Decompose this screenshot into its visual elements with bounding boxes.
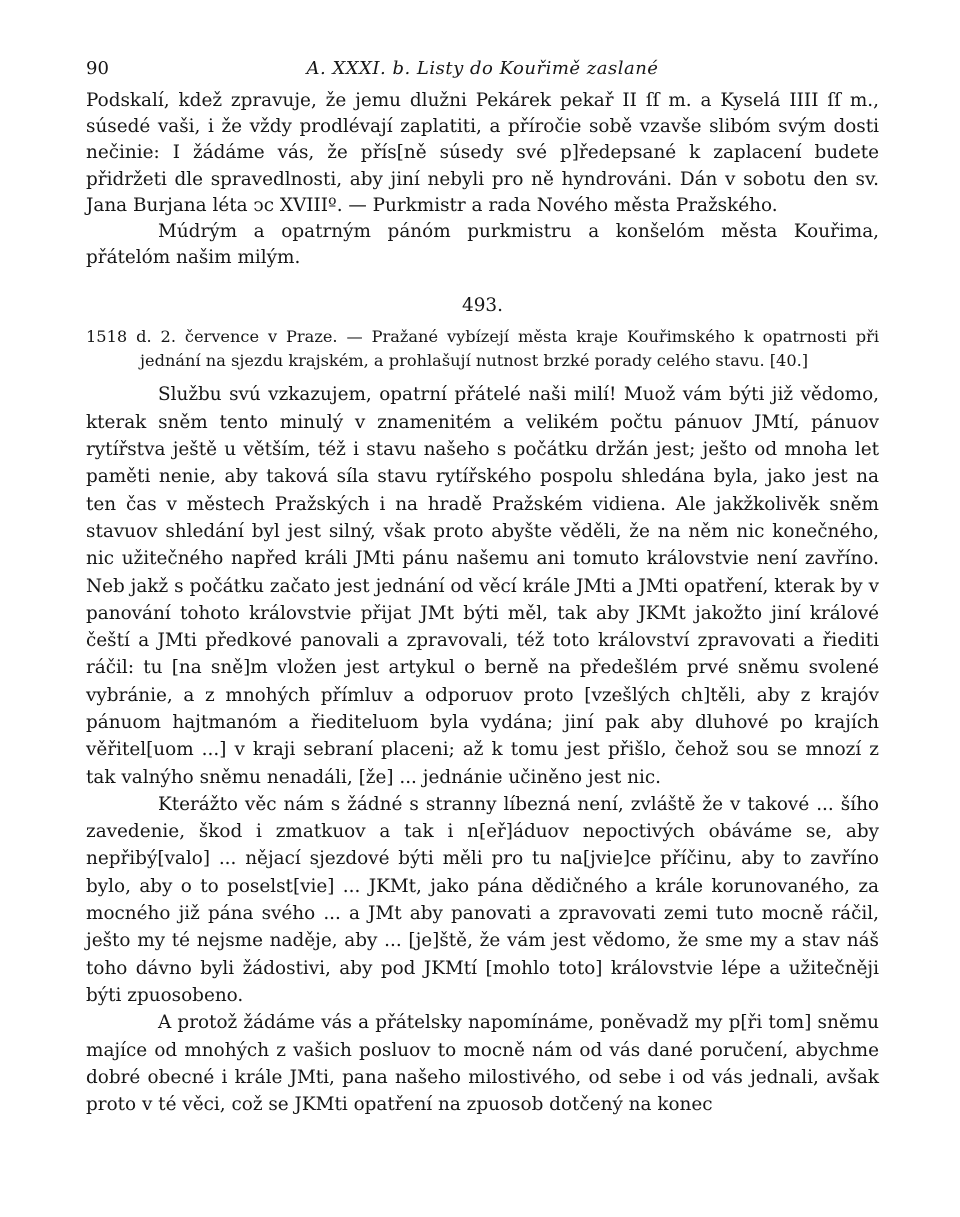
previous-letter-text: Podskalí, kdež zpravuje, že jemu dlužni Pekárek pekař II ſſ m. a Kyselá IIII ſſ m., súsedé vaši, i že vždy prodlévají zaplatiti, a příročie sobě vzavše slibóm svým dosti nečinie: I žádáme vás, že přís[ně súsedy své p]ředepsané k zaplacení budete přidržeti dle spravedlnosti, aby jiní nebyli pro ně hyndrováni. Dán v sobotu den sv. Jana Burjana léta ↄc XVIIIº. — Purkmistr a rada Nového města Pražského.	[86, 90, 879, 216]
letter-paragraph: Službu svú vzkazujem, opatrní přátelé naši milí! Muož vám býti již vědomo, kterak sněm tento minulý v znamenitém a velikém počtu pánuov JMtí, pánuov rytířstva ještě u větším, též i stavu našeho s počátku držán jest; ješto od mnoha let paměti nenie, aby taková síla stavu rytířského pospolu shledána byla, jako jest na ten čas v městech Pražských i na hradě Pražském vidiena. Ale jakžkolivěk sněm stavuov shledání byl jest silný, však proto abyšte věděli, že na něm nic konečného, nic užitečného napřed králi JMti pánu našemu ani tomuto královstvie není zavříno. Neb jakž s počátku začato jest jednání od věcí krále JMti a JMti opatření, kterak by v panování tohoto královstvie přijat JMt býti měl, tak aby JKMt jakožto jiní králové čeští a JMti předkové panovali a zpravovali, též toto království zpravovati a řiediti ráčil: tu [na sně]m vložen jest artykul o berně na předešlém prvé sněmu svolené vybránie, a z mnohých přímluv a odporuov proto [vzešlých ch]těli, aby z krajóv pánuom hajtmanóm a řiediteluom byla vydána; jiní pak aby dluhové po krajích věřitel[uom ...] v kraji sebraní placeni; až k tomu jest přišlo, čehož sou se mnozí z tak valnýho sněmu nenadáli, [že] ... jednánie učiněno jest nic.	[86, 384, 879, 788]
letter-paragraph: Kterážto věc nám s žádné s stranny líbezná není, zvláště že v takové ... šího zavedenie, škod i zmatkuov a tak i n[eř]áduov nepoctivých obáváme se, aby nepřibý[valo] ... nějací sjezdové býti měli pro tu na[jvie]ce příčinu, aby to zavříno bylo, aby o to poselst[vie] ... JKMt, jako pána dědičného a krále korunovaného, za mocného již pána svého ... a JMt aby panovati a zpravovati zemi tuto mocně ráčil, ješto my té nejsme naděje, aby ... [je]ště, že vám jest vědomo, že sme my a stav náš toho dávno byli žádostivi, aby pod JKMtí [mohlo toto] královstvie lépe a užitečněji býti zpuosobeno.	[86, 793, 879, 1006]
document-regest: 1518 d. 2. července v Praze. — Pražané vybízejí města kraje Kouřimského k opatrnosti při jednání na sjezdu krajském, a prohlašují nutnost brzké porady celého stavu. [40.]	[86, 327, 879, 371]
running-title: A. XXXI. b. Listy do Kouřimě zaslané	[306, 58, 659, 79]
document-number: 493.	[462, 295, 503, 317]
running-header	[86, 58, 879, 88]
previous-letter-ending	[86, 88, 879, 271]
page-number: 90	[86, 58, 109, 79]
letter-paragraph: A protož žádáme vás a přátelsky napomínáme, poněvadž my p[ři tom] sněmu majíce od mnohých z vašich posluov to mocně nám od vás dané poručení, abychme dobré obecné i krále JMti, pana našeho milostivého, od sebe i od vás jednali, avšak proto v té věci, což se JKMti opatření na zpuosob dotčený na konec	[86, 1012, 879, 1116]
letter-body	[86, 381, 879, 1118]
letter-address: Múdrým a opatrným pánóm purkmistru a konšelóm města Kouřima, přátelóm našim milým.	[86, 221, 879, 269]
document-page	[86, 58, 879, 1118]
